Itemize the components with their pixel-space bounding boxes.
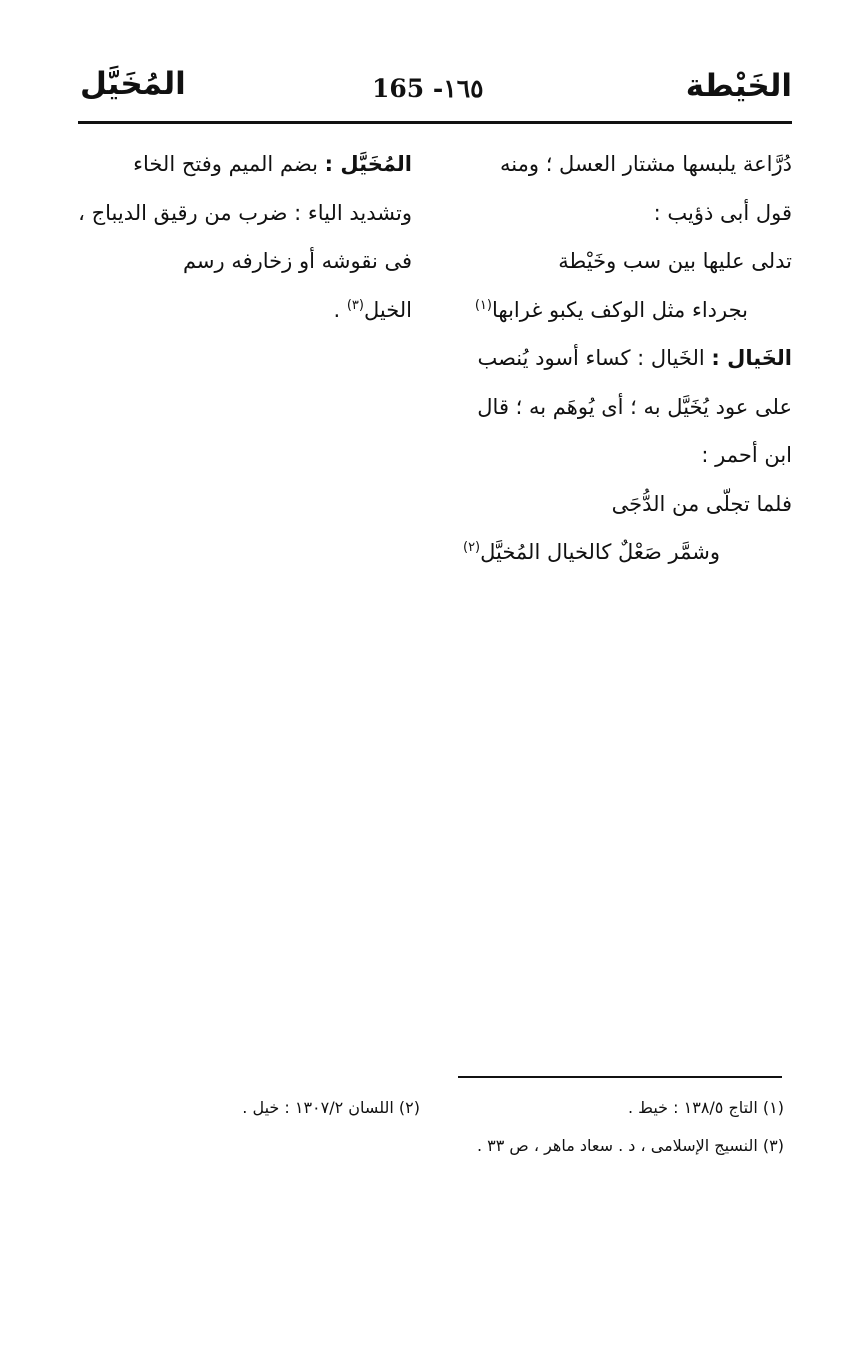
verse-line: تدلى عليها بين سب وخَيْطة bbox=[558, 249, 792, 273]
footnote-1: (١) التاج ١٣٨/٥ : خيط . bbox=[627, 1098, 784, 1117]
verse-text: وشمَّر صَعْلٌ كالخيال المُخيَّل bbox=[480, 540, 720, 564]
entry-text: بضم الميم وفتح الخاء bbox=[133, 152, 318, 176]
entry-line bbox=[448, 334, 792, 383]
text-fragment: . bbox=[333, 297, 347, 322]
entry-line bbox=[82, 140, 412, 189]
entry-term: الخَيال : bbox=[711, 346, 792, 370]
entry-text: كساء أسود يُنصب bbox=[477, 346, 631, 370]
left-column bbox=[78, 140, 412, 334]
text-line: دُرَّاعة يلبسها مشتار العسل ؛ ومنه bbox=[500, 152, 792, 176]
footnote-ref-3: (٣) bbox=[346, 297, 364, 313]
page-number: 165 -١٦٥ bbox=[372, 74, 484, 103]
footnote-3: (٣) النسيج الإسلامى ، د . سعاد ماهر ، ص ٣٣ . bbox=[476, 1136, 784, 1155]
verse-line bbox=[448, 528, 792, 577]
text-line: فى نقوشه أو زخارفه رسم bbox=[182, 249, 412, 273]
verse-line: فلما تجلّى من الدُّجَى bbox=[611, 491, 792, 516]
entry-term: المُخَيَّل : bbox=[324, 152, 412, 176]
page-header bbox=[0, 58, 844, 118]
text-line: على عود يُخَيَّل به ؛ أى يُوهَم به ؛ قال bbox=[477, 394, 792, 419]
text-fragment: الخيل bbox=[363, 297, 412, 322]
header-right-title: الخَيْطة bbox=[685, 68, 792, 104]
verse-line bbox=[448, 286, 792, 335]
text-line: وتشديد الياء : ضرب من رقيق الديباج ، bbox=[78, 200, 412, 225]
footnote-rule bbox=[458, 1076, 782, 1078]
right-column bbox=[448, 140, 792, 577]
text-line: ابن أحمر : bbox=[701, 443, 792, 467]
text-line bbox=[82, 286, 412, 335]
footnote-ref-1: (١) bbox=[474, 297, 492, 313]
text-line: قول أبى ذؤيب : bbox=[653, 200, 792, 225]
verse-text: بجرداء مثل الوكف يكبو غرابها bbox=[491, 297, 748, 322]
footnote-2: (٢) اللسان ١٣٠٧/٢ : خيل . bbox=[242, 1098, 420, 1117]
footnote-ref-2: (٢) bbox=[462, 540, 481, 555]
header-rule bbox=[78, 121, 792, 124]
entry-term-repeat: الخَيال : bbox=[637, 346, 705, 370]
header-left-title: المُخَيَّل bbox=[80, 66, 186, 102]
